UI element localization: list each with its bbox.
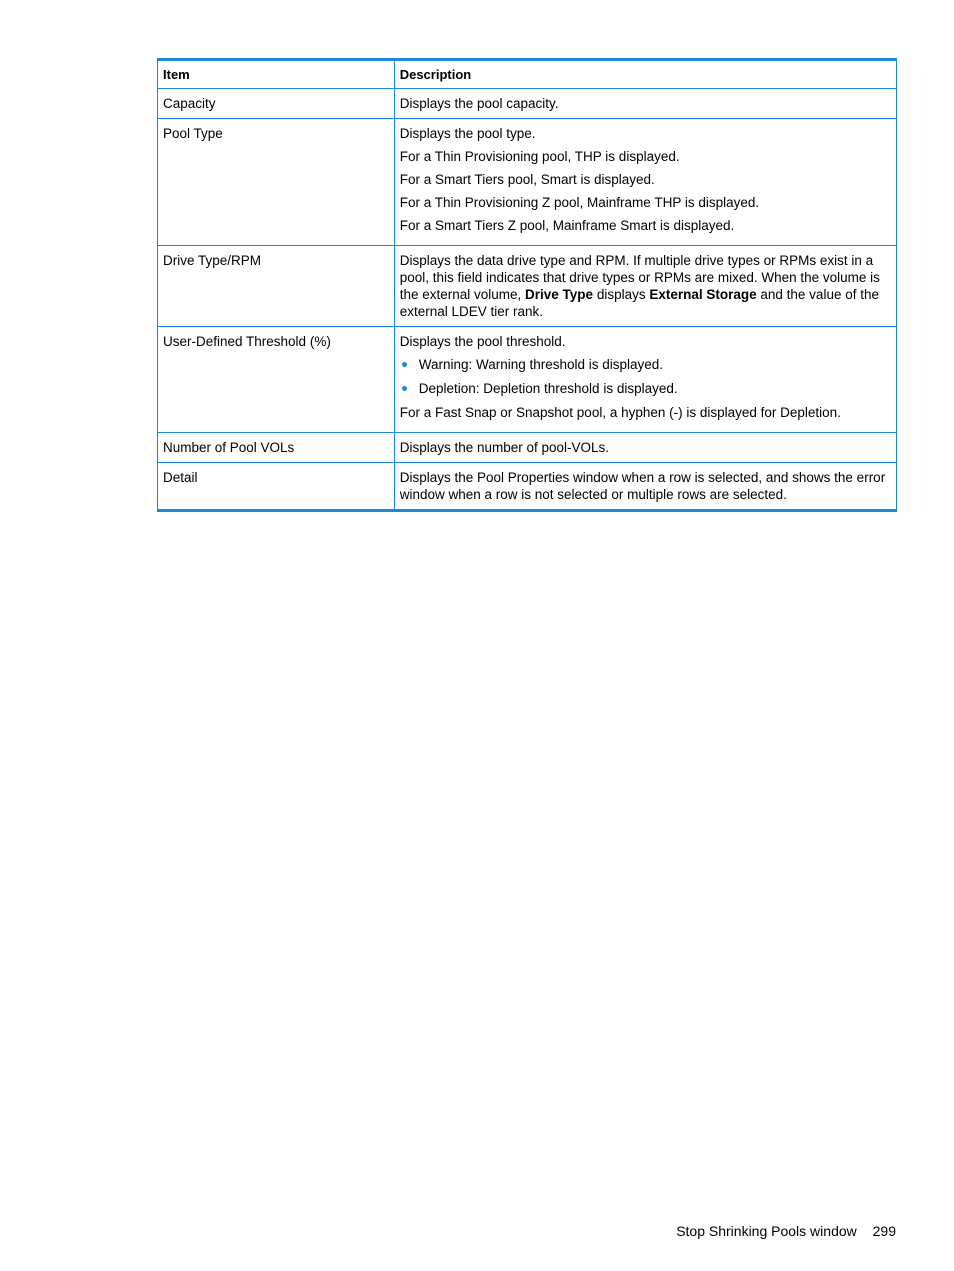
row-item-label: Pool Type: [158, 119, 395, 246]
table-row-pool-type: [158, 119, 897, 246]
bullet-icon: [402, 362, 407, 367]
row-item-label: Drive Type/RPM: [158, 246, 395, 327]
header-description: Description: [394, 60, 896, 89]
bullet-item: [400, 380, 891, 397]
description-text: Displays the Pool Properties window when a row is selected, and shows the error window when a row is not selected or multiple rows are selected.: [399, 470, 886, 502]
ui-term-external-storage: External Storage: [649, 287, 757, 302]
description-text-part: Displays the data drive type and RPM. If multiple drive types or RPMs exist in a pool, this field indicates that drive types or RPMs are mixed. When the volume is the external volume,: [399, 253, 880, 302]
table-row-pool-vols: [158, 433, 897, 463]
description-text: For a Thin Provisioning pool, THP is displayed.: [399, 149, 680, 164]
row-description: [394, 327, 896, 433]
description-text: For a Smart Tiers pool, Smart is displayed.: [399, 172, 655, 187]
description-text: Displays the pool type.: [399, 126, 536, 141]
description-text: Displays the pool capacity.: [399, 96, 559, 111]
bullet-text: Warning: Warning threshold is displayed.: [418, 357, 664, 372]
bullet-text: Depletion: Depletion threshold is displayed.: [418, 381, 678, 396]
bullet-list: [400, 356, 891, 397]
row-description: [394, 119, 896, 246]
description-text: For a Fast Snap or Snapshot pool, a hyphen (-) is displayed for Depletion.: [399, 405, 841, 420]
item-description-table: [157, 58, 897, 512]
description-text: For a Smart Tiers Z pool, Mainframe Smart is displayed.: [399, 218, 735, 233]
table-row-threshold: [158, 327, 897, 433]
description-text: Displays the number of pool-VOLs.: [399, 440, 610, 455]
row-description: [394, 89, 896, 119]
header-item: Item: [158, 60, 395, 89]
bullet-icon: [402, 386, 407, 391]
description-text-part: displays: [593, 287, 650, 302]
row-item-label: Number of Pool VOLs: [158, 433, 395, 463]
table-header-row: [158, 60, 897, 89]
table-row-detail: [158, 463, 897, 511]
description-text-part: and the value of the external LDEV tier rank.: [399, 287, 879, 319]
row-item-label: Capacity: [158, 89, 395, 119]
table-row-drive-type: [158, 246, 897, 327]
row-item-label: User-Defined Threshold (%): [158, 327, 395, 433]
table-row-capacity: [158, 89, 897, 119]
ui-term-drive-type: Drive Type: [525, 287, 594, 302]
row-description: [394, 463, 896, 511]
row-description: [394, 246, 896, 327]
row-item-label: Detail: [158, 463, 395, 511]
description-text: For a Thin Provisioning Z pool, Mainframe THP is displayed.: [399, 195, 760, 210]
bullet-item: [400, 356, 891, 373]
page-footer: [676, 1223, 896, 1239]
page-number: 299: [872, 1223, 896, 1239]
description-text: [400, 252, 891, 320]
footer-section-title: Stop Shrinking Pools window: [676, 1223, 857, 1239]
description-text: Displays the pool threshold.: [399, 334, 566, 349]
row-description: [394, 433, 896, 463]
